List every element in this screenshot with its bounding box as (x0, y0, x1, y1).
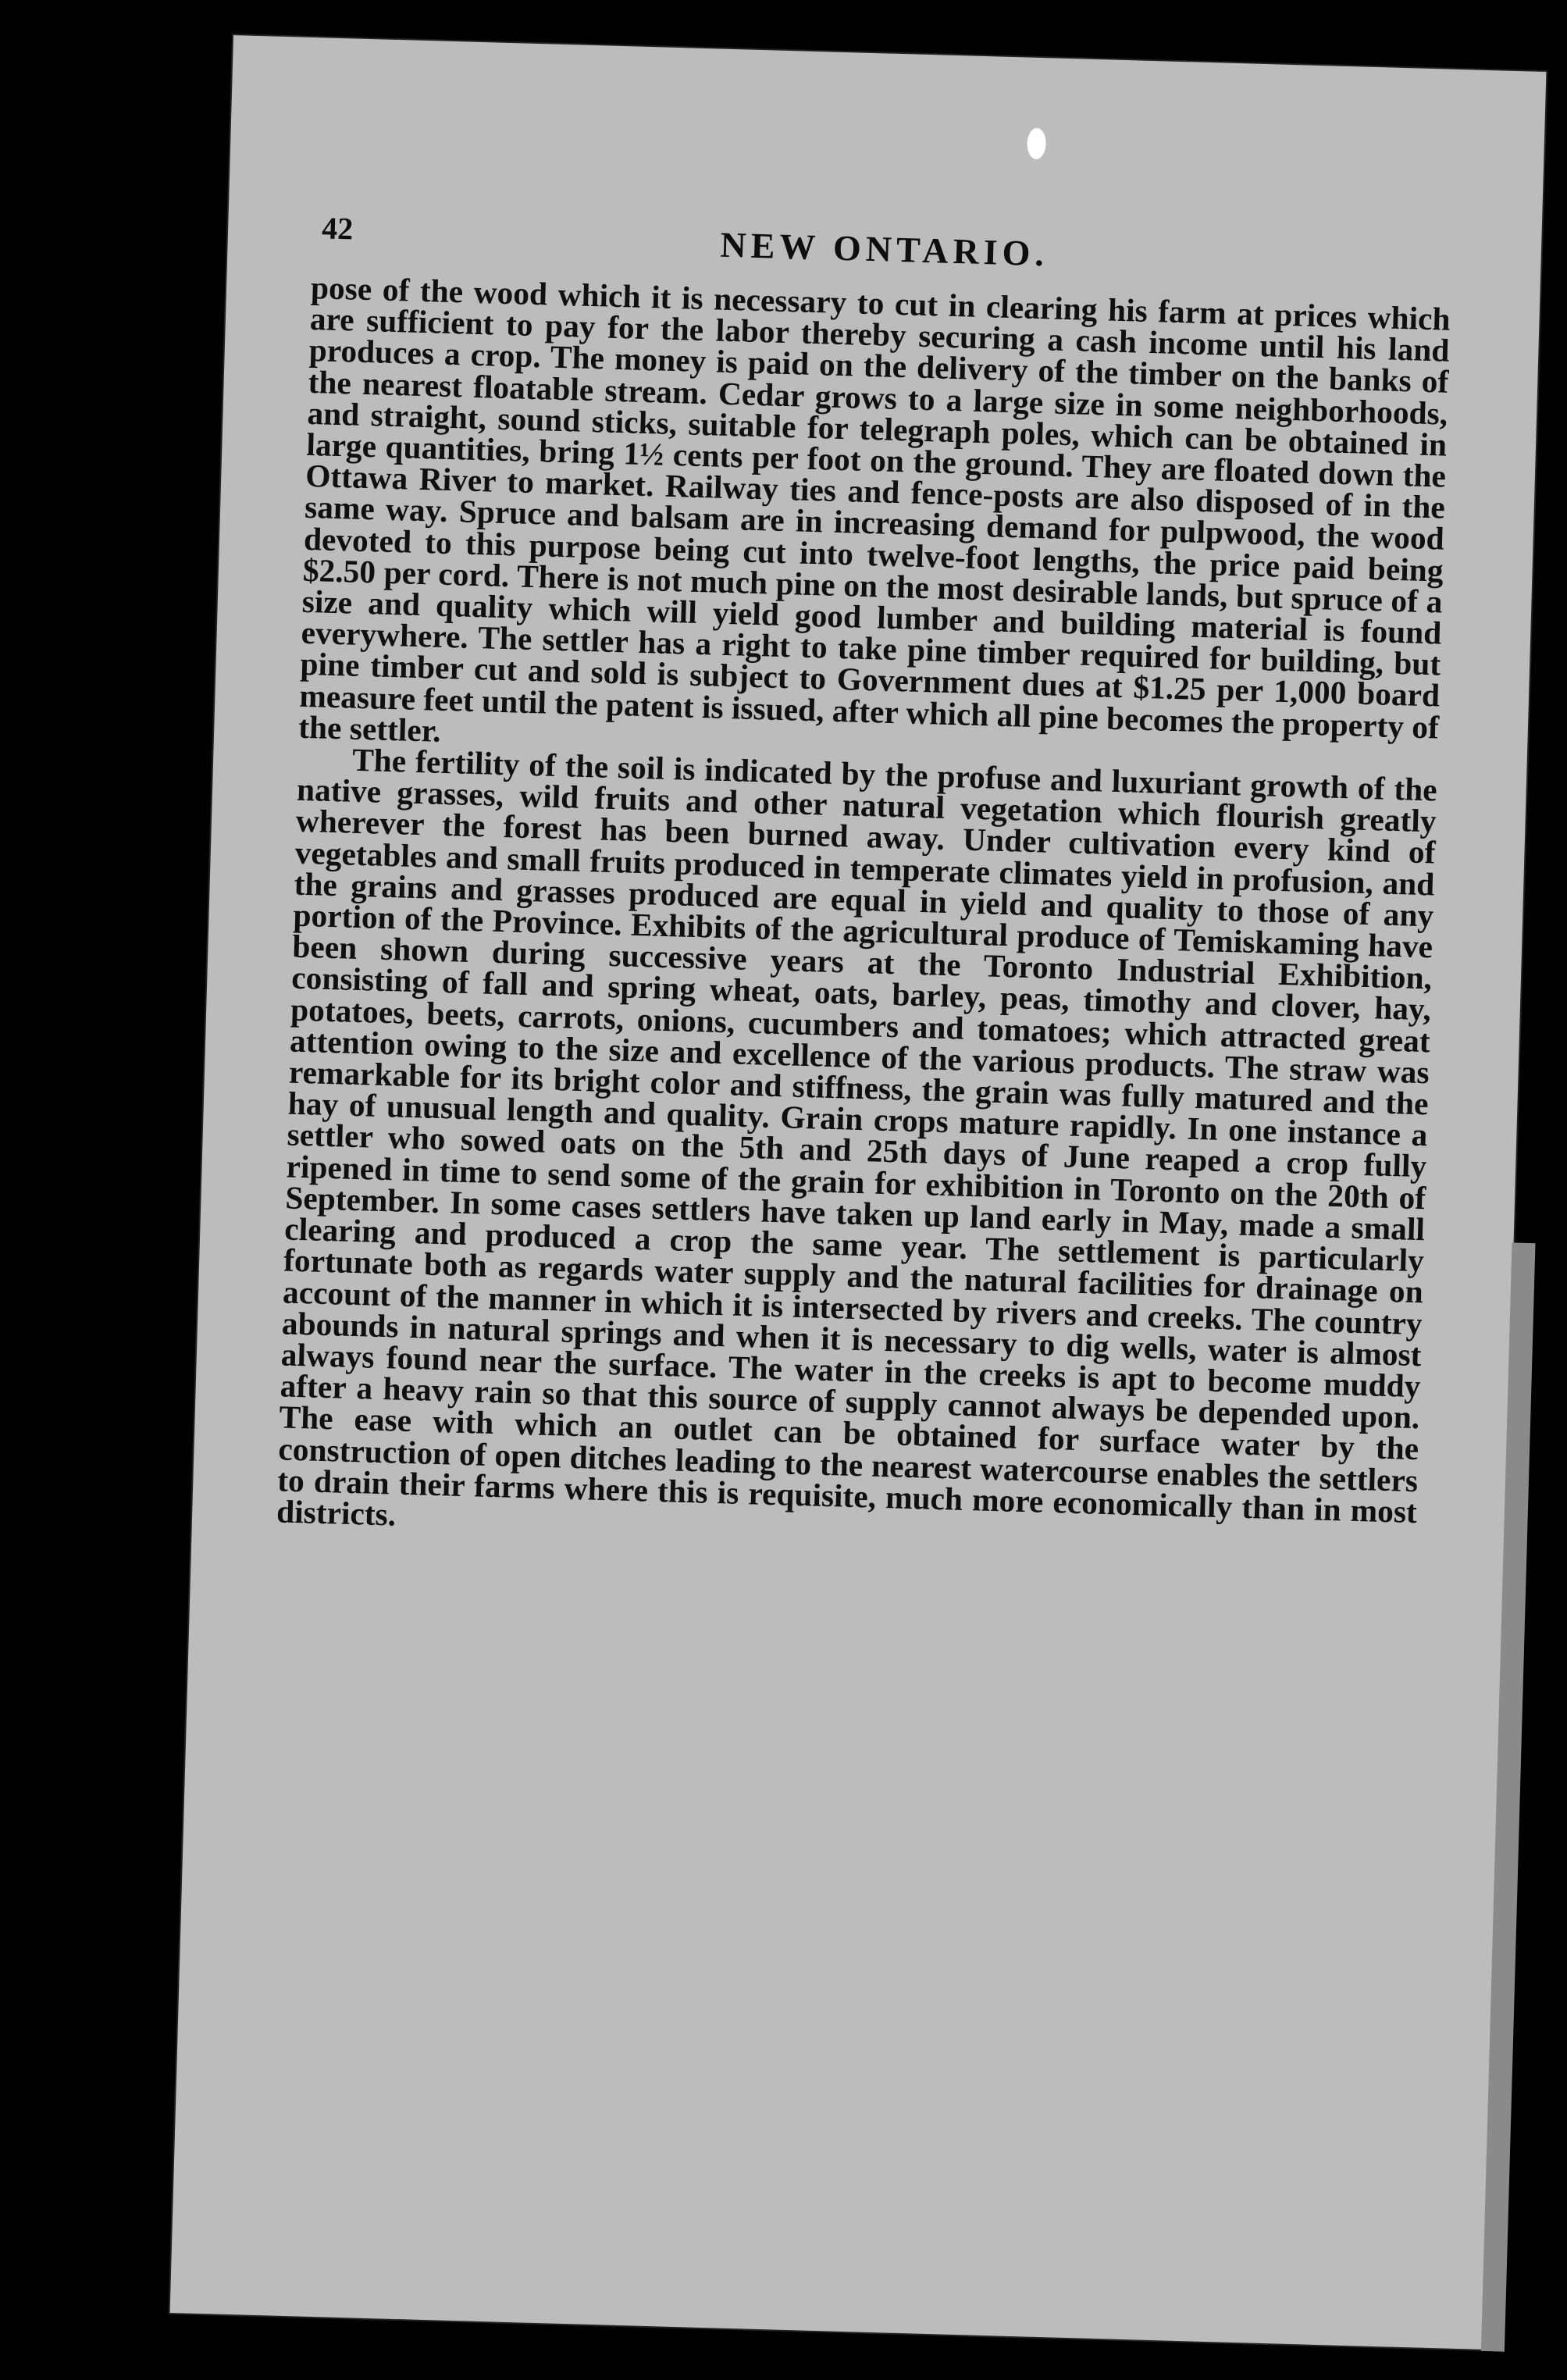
page-number: 42 (321, 210, 354, 247)
paragraph: pose of the wood which it is necessary to cut in clearing his farm at prices which are sufficient to pay for the labor thereby securing a cash income until his land produces a crop. The money is paid on the delivery of the timber on the banks of the nearest floatable stream. Cedar grows to a large size in some neighborhoods, and straight, sound sticks, suitable for telegraph poles, which can be obtained in large quantities, bring 1½ cents per foot on the ground. They are floated down the Ottawa River to market. Railway ties and fence-posts are also disposed of in the same way. Spruce and balsam are in increasing demand for pulpwood, the wood devoted to this purpose being cut into twelve-foot lengths, the price paid being $2.50 per cord. There is not much pine on the most desirable lands, but spruce of a size and quality which will yield good lumber and building material is found everywhere. The settler has a right to take pine timber required for building, but pine timber cut and sold is subject to Government dues at $1.25 per 1,000 board measure feet until the patent is issued, after which all pine becomes the property of the settler. (297, 269, 1451, 749)
scan-speck (1027, 128, 1046, 160)
running-title: NEW ONTARIO. (719, 224, 1049, 274)
next-page-edge (1481, 1242, 1536, 2351)
body-text (276, 269, 1451, 1559)
paragraph: The fertility of the soil is indicated by the profuse and luxuriant growth of the native grasses, wild fruits and other natural vegetation which flourish greatly wherever the forest has been burned away. Under cultivation every kind of vegetables and small fruits produced in temperate climates yield in profusion, and the grains and grasses produced are equal in yield and quality to those of any portion of the Province. Exhibits of the agricultural produce of Temiskaming have been shown during successive years at the Toronto Industrial Exhibition, consisting of fall and spring wheat, oats, barley, peas, timothy and clover, hay, potatoes, beets, carrots, onions, cucumbers and tomatoes; which attracted great attention owing to the size and excellence of the various products. The straw was remarkable for its bright color and stiffness, the grain was fully matured and the hay of unusual length and quality. Grain crops mature rapidly. In one instance a settler who sowed oats on the 5th and 25th days of June reaped a crop fully ripened in time to send some of the grain for exhibition in Toronto on the 20th of September. In some cases settlers have taken up land early in May, made a small clearing and produced a crop the same year. The settlement is particularly fortunate both as regards water supply and the natural facilities for drainage on account of the manner in which it is intersected by rivers and creeks. The country abounds in natural springs and when it is necessary to dig wells, water is almost always found near the surface. The water in the creeks is apt to become muddy after a heavy rain so that this source of supply cannot always be depended upon. The ease with which an outlet can be obtained for surface water by the construction of open ditches leading to the nearest watercourse enables the settlers to drain their farms where this is requisite, much more economically than in most districts. (276, 741, 1438, 1533)
book-page (170, 35, 1547, 2350)
